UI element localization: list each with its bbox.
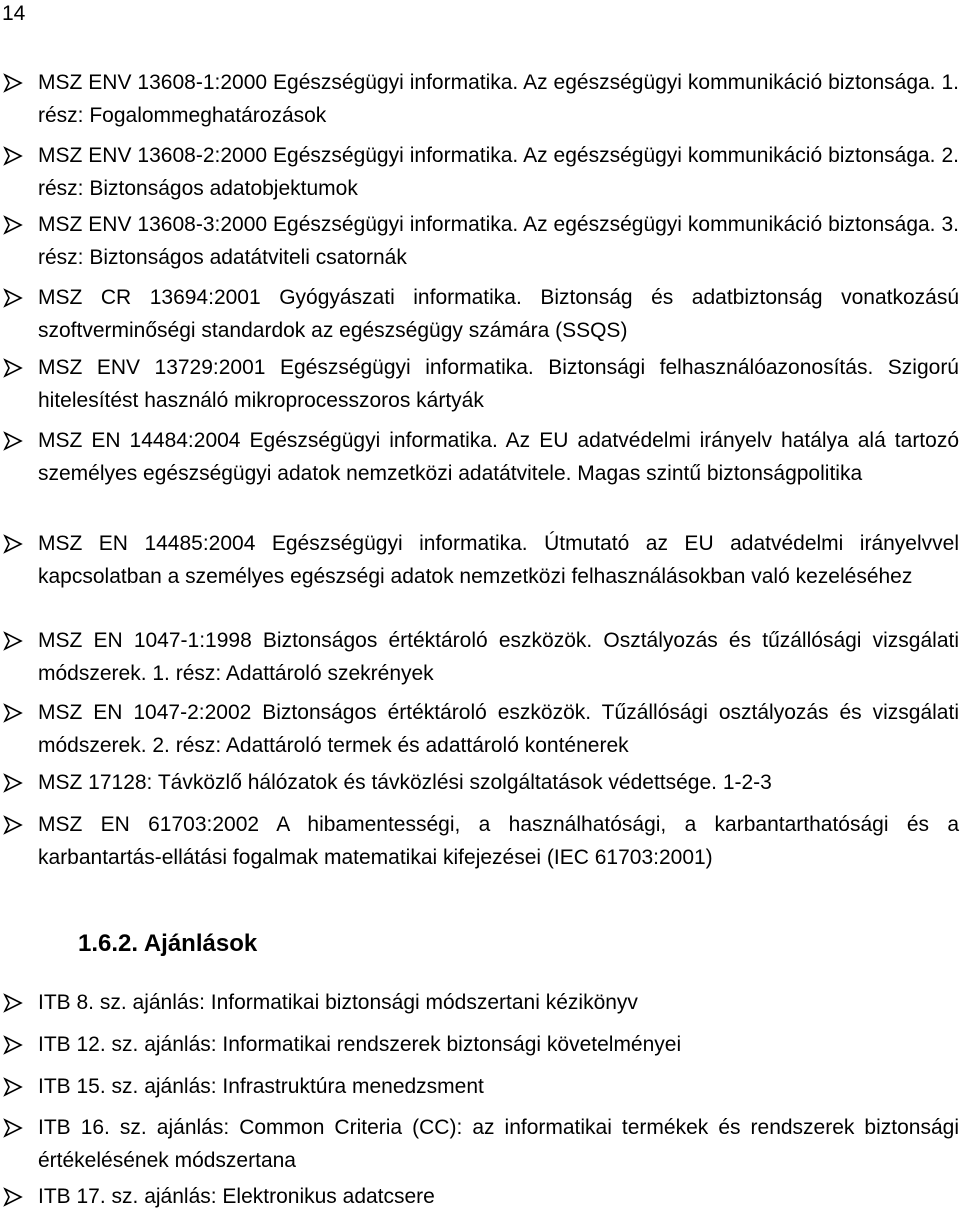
section-heading: 1.6.2. Ajánlások [78, 930, 258, 957]
list-item-text: MSZ ENV 13729:2001 Egészségügyi informatika. Biztonsági felhasználóazonosítás. Szigorú hitelesítést használó mikroprocesszoros kártyák [38, 356, 959, 412]
arrowhead-bullet-icon [2, 213, 24, 237]
list-item-text: ITB 15. sz. ajánlás: Infrastruktúra menedzsment [38, 1075, 484, 1098]
arrowhead-bullet-icon [2, 629, 24, 653]
list-item-text: MSZ EN 1047-2:2002 Biztonságos értéktároló eszközök. Tűzállósági osztályozás és vizsgálati módszerek. 2. rész: Adattároló termek és adattároló konténerek [38, 701, 959, 757]
list-item-text: MSZ ENV 13608-3:2000 Egészségügyi informatika. Az egészségügyi kommunikáció biztonsága. 3. rész: Biztonságos adatátviteli csatornák [38, 213, 959, 269]
arrowhead-bullet-icon [2, 286, 24, 310]
arrowhead-bullet-icon [2, 356, 24, 380]
list-item-text: MSZ EN 14485:2004 Egészségügyi informatika. Útmutató az EU adatvédelmi irányelvvel kapcsolatban a személyes egészségi adatok nemzetközi felhasználásokban való kezeléséhez [38, 532, 959, 588]
arrowhead-bullet-icon [2, 144, 24, 168]
list-item-text: MSZ ENV 13608-2:2000 Egészségügyi informatika. Az egészségügyi kommunikáció biztonsága. 2. rész: Biztonságos adatobjektumok [38, 144, 959, 200]
arrowhead-bullet-icon [2, 771, 24, 795]
arrowhead-bullet-icon [2, 1075, 24, 1099]
arrowhead-bullet-icon [2, 429, 24, 453]
arrowhead-bullet-icon [2, 1033, 24, 1057]
list-item-text: MSZ EN 61703:2002 A hibamentességi, a használhatósági, a karbantarthatósági és a karbantartás-ellátási fogalmak matematikai kifejezései (IEC 61703:2001) [38, 813, 959, 869]
list-item-text: MSZ EN 1047-1:1998 Biztonságos értéktároló eszközök. Osztályozás és tűzállósági vizsgálati módszerek. 1. rész: Adattároló szekrények [38, 629, 959, 685]
arrowhead-bullet-icon [2, 532, 24, 556]
list-item-text: ITB 16. sz. ajánlás: Common Criteria (CC): az informatikai termékek és rendszerek biztonsági értékelésének módszertana [38, 1116, 959, 1172]
list-item-text: MSZ ENV 13608-1:2000 Egészségügyi informatika. Az egészségügyi kommunikáció biztonsága. 1. rész: Fogalommeghatározások [38, 71, 959, 127]
arrowhead-bullet-icon [2, 991, 24, 1015]
arrowhead-bullet-icon [2, 71, 24, 95]
arrowhead-bullet-icon [2, 813, 24, 837]
list-item-text: ITB 8. sz. ajánlás: Informatikai biztonsági módszertani kézikönyv [38, 991, 638, 1014]
page-number: 14 [2, 2, 26, 25]
arrowhead-bullet-icon [2, 1185, 24, 1209]
list-item-text: ITB 17. sz. ajánlás: Elektronikus adatcsere [38, 1185, 435, 1208]
list-item-text: ITB 12. sz. ajánlás: Informatikai rendszerek biztonsági követelményei [38, 1033, 682, 1056]
arrowhead-bullet-icon [2, 1116, 24, 1140]
list-item-text: MSZ 17128: Távközlő hálózatok és távközlési szolgáltatások védettsége. 1-2-3 [38, 771, 772, 794]
list-item-text: MSZ CR 13694:2001 Gyógyászati informatika. Biztonság és adatbiztonság vonatkozású szoftverminőségi standardok az egészségügy számára (SSQS) [38, 286, 959, 342]
arrowhead-bullet-icon [2, 701, 24, 725]
list-item-text: MSZ EN 14484:2004 Egészségügyi informatika. Az EU adatvédelmi irányelv hatálya alá tartozó személyes egészségügyi adatok nemzetközi adatátvitele. Magas szintű biztonságpolitika [38, 429, 959, 485]
